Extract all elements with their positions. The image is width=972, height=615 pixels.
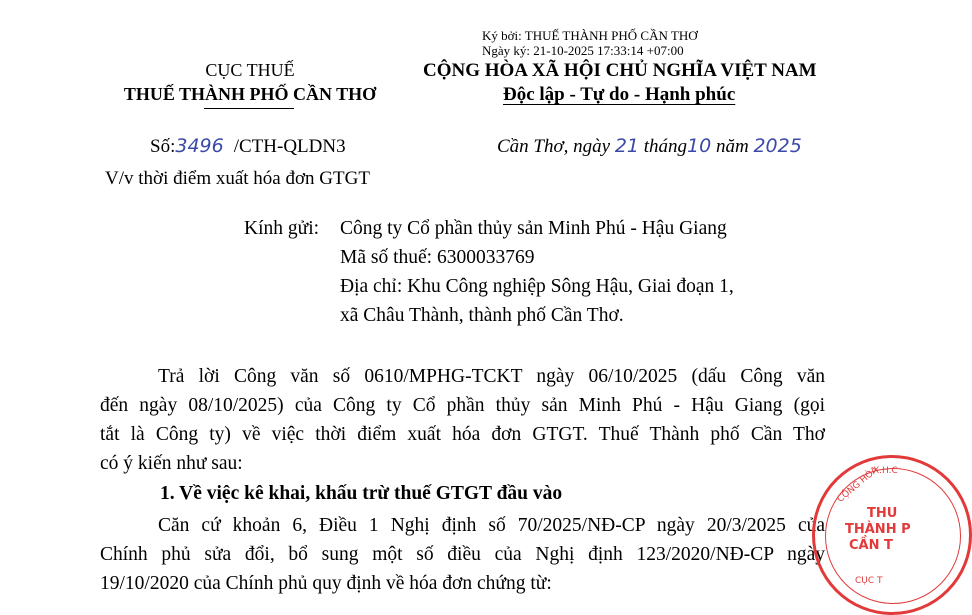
- recipient-company: Công ty Cổ phần thủy sản Minh Phú - Hậu Giang: [340, 218, 727, 239]
- para1-line2: đến ngày 08/10/2025) của Công ty Cổ phần thủy sản Minh Phú - Hậu Giang (gọi: [100, 395, 825, 416]
- recipient-address-line1: Địa chỉ: Khu Công nghiệp Sông Hậu, Giai đoạn 1,: [340, 276, 734, 297]
- para1-line1: Trả lời Công văn số 0610/MPHG-TCKT ngày 06/10/2025 (dấu Công văn: [158, 366, 825, 387]
- place-date: [497, 135, 802, 158]
- signature-signed-by: Ký bởi: THUẾ THÀNH PHỐ CẦN THƠ: [482, 28, 698, 43]
- doc-number-label: Số:: [150, 136, 176, 157]
- para1-line3: tắt là Công ty) về việc thời điểm xuất hóa đơn GTGT. Thuế Thành phố Cần Thơ: [100, 424, 825, 445]
- date-year-handwritten: 2025: [753, 135, 802, 157]
- recipient-tax-code: Mã số thuế: 6300033769: [340, 247, 535, 268]
- recipient-label: Kính gửi:: [244, 218, 320, 239]
- seal-text-line1: THU: [867, 506, 898, 521]
- agency-parent: CỤC THUẾ: [205, 60, 295, 80]
- official-seal: [812, 455, 972, 615]
- section1-title: 1. Về việc kê khai, khấu trừ thuế GTGT đầu vào: [160, 483, 563, 504]
- motto: Độc lập - Tự do - Hạnh phúc: [503, 84, 736, 105]
- subject-line: V/v thời điểm xuất hóa đơn GTGT: [105, 168, 370, 189]
- agency-name: THUẾ THÀNH PHỐ CẦN THƠ: [123, 84, 377, 104]
- place-date-prefix: Cần Thơ, ngày: [497, 136, 611, 157]
- date-month-label: tháng: [643, 136, 688, 157]
- agency-underline: [204, 108, 294, 109]
- doc-number: [150, 135, 346, 158]
- seal-ring-text-top: X.H.C: [873, 466, 898, 476]
- signature-date: Ngày ký: 21-10-2025 17:33:14 +07:00: [482, 43, 684, 58]
- recipient-address-line2: xã Châu Thành, thành phố Cần Thơ.: [340, 305, 624, 326]
- seal-text-line2: THÀNH P: [845, 522, 911, 537]
- para2-line1: Căn cứ khoản 6, Điều 1 Nghị định số 70/2025/NĐ-CP ngày 20/3/2025 của: [158, 515, 825, 536]
- para2-line2: Chính phủ sửa đổi, bổ sung một số điều của Nghị định 123/2020/NĐ-CP ngày: [100, 544, 825, 565]
- seal-ring-text-left: CỘNG HÒA: [835, 465, 881, 505]
- para1-line4: có ý kiến như sau:: [100, 453, 243, 474]
- seal-ring-text-bottom: CỤC T: [855, 576, 883, 586]
- para2-line3: 19/10/2020 của Chính phủ quy định về hóa đơn chứng từ:: [100, 573, 552, 594]
- date-month-handwritten: 10: [687, 135, 712, 157]
- nation-title: CỘNG HÒA XÃ HỘI CHỦ NGHĨA VIỆT NAM: [423, 60, 817, 81]
- date-day-handwritten: 21: [614, 135, 640, 157]
- seal-text-line3: CẦN T: [849, 538, 893, 553]
- date-year-label: năm: [715, 136, 749, 157]
- doc-number-suffix: /CTH-QLDN3: [233, 136, 346, 157]
- doc-number-handwritten: 3496: [175, 135, 224, 157]
